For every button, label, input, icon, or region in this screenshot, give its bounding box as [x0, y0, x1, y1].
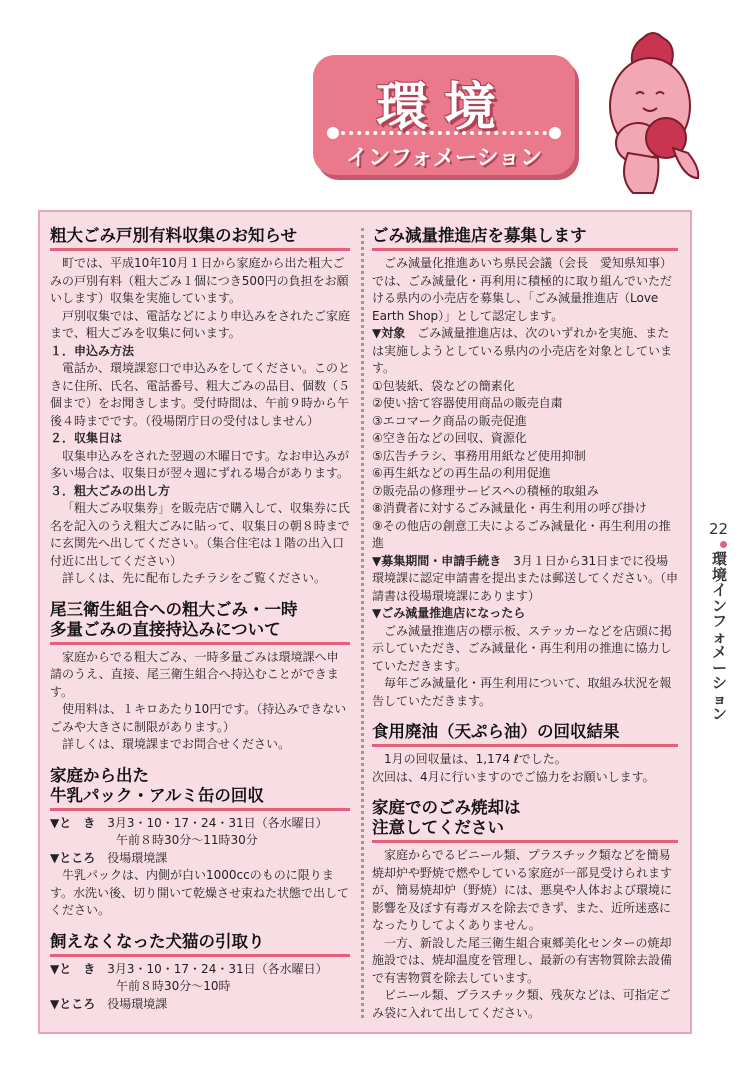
- paragraph: 使用料は、１キロあたり10円です。（持込みできないごみや大きさに制限があります。）: [50, 702, 347, 734]
- period-text: 3月１日から31日までに役場環境課に認定申請書を提出または郵送してください。（申請書は役場環境課にあります）: [372, 553, 679, 603]
- paragraph: 詳しくは、環境課までお問合せください。: [62, 737, 291, 751]
- right-column: [372, 226, 678, 1022]
- list-item: ③エコマーク商品の販売促進: [372, 413, 527, 428]
- list-item: ①包装紙、袋などの簡素化: [372, 378, 515, 393]
- subheading: ▼ごみ減量推進店になったら: [372, 606, 526, 620]
- bullet-dot-icon: [720, 541, 727, 548]
- when-label: ▼と き: [50, 961, 96, 976]
- subheading: １．申込み方法: [50, 343, 135, 358]
- section-bulky-waste: [50, 226, 350, 588]
- where-label: ▼ところ: [50, 996, 96, 1011]
- side-section-label: 環境インフォメーション: [712, 550, 728, 723]
- section-cooking-oil: [372, 722, 678, 786]
- target-row: [372, 325, 678, 378]
- list-item: ⑥再生紙などの再生品の利用促進: [372, 466, 551, 480]
- heading-line: 牛乳パック・アルミ缶の回収: [50, 785, 264, 805]
- heading-line: 家庭でのごみ焼却は: [372, 798, 521, 817]
- where-label: ▼ところ: [50, 850, 96, 865]
- heading-line: 家庭から出た: [50, 765, 149, 785]
- header-dotted-rule: [333, 131, 555, 135]
- list-item: ⑨その他店の創意工夫によるごみ減量化・再生利用の推進: [372, 518, 671, 550]
- section-reduction-shop: [372, 226, 678, 710]
- paragraph: 戸別収集では、電話などにより申込みをされたご家庭まで、粗大ごみを収集に伺います。: [50, 308, 351, 340]
- header-subtitle: インフォメーション: [345, 146, 543, 171]
- paragraph: ビニール類、プラスチック類、残灰などは、可指定ごみ袋に入れて出してください。: [372, 988, 671, 1020]
- time-value: 午前８時30分〜10時: [116, 979, 231, 993]
- list-item: ⑧消費者に対するごみ減量化・再生利用の呼び掛け: [372, 501, 647, 515]
- list-item: ②使い捨て容器使用商品の販売自粛: [372, 396, 563, 410]
- mascot-icon: [588, 28, 708, 203]
- when-value: 3月3・10・17・24・31日（各水曜日）: [107, 961, 328, 976]
- heading-line: 尾三衛生組合への粗大ごみ・一時: [50, 599, 298, 619]
- paragraph: 「粗大ごみ収集券」を販売店で購入して、収集券に氏名を記入のうえ粗大ごみに貼って、収集日の朝８時までに玄関先へ出してください。（集合住宅は１階の出入口付近に出してください）: [50, 501, 350, 568]
- heading-milk-carton: [50, 766, 350, 811]
- section-pet-pickup: [50, 932, 350, 1014]
- paragraph: 収集申込みをされた翌週の木曜日です。なお申込みが多い場合は、収集日が翌々週にずれる場合があります。: [50, 448, 350, 480]
- header-title: 環境: [375, 78, 512, 138]
- paragraph: ごみ減量化推進あいち県民会議（会長 愛知県知事）では、ごみ減量化・再利用に積極的に取り組んでいただける県内の小売店を募集し、「ごみ減量推進店（Love Earth Shop）」として認定します。: [372, 256, 673, 323]
- when-row: [50, 961, 350, 979]
- where-row: [50, 850, 350, 868]
- list-item: ⑤広告チラシ、事務用用紙など使用抑制: [372, 448, 586, 463]
- subheading: ３．粗大ごみの出し方: [50, 483, 171, 498]
- period-label: ▼募集期間・申請手続き: [372, 553, 502, 568]
- target-label: ▼対象: [372, 326, 406, 340]
- when-label: ▼と き: [50, 815, 96, 830]
- where-row: [50, 996, 350, 1014]
- time-value: 午前８時30分〜11時30分: [116, 833, 258, 847]
- heading-line: 多量ごみの直接持込みについて: [50, 619, 281, 639]
- list-item: ④空き缶などの回収、資源化: [372, 431, 527, 445]
- when-value: 3月3・10・17・24・31日（各水曜日）: [107, 815, 328, 830]
- paragraph: 家庭からでるビニール類、プラスチック類などを簡易焼却炉や野焼で燃やしている家庭が一部見受けられますが、簡易焼却炉（野焼）には、悪臭や人体および環境に影響を及ぼす有毒ガスを除去できず、また、近所迷惑になったりしてよくありません。: [372, 848, 673, 932]
- period-row: [372, 553, 678, 606]
- column-divider: [361, 228, 364, 1018]
- where-value: 役場環境課: [107, 996, 168, 1011]
- paragraph: 次回は、4月に行いますのでご協力をお願いします。: [372, 769, 655, 784]
- when-row: [50, 815, 350, 833]
- paragraph: 1月の回収量は、1,174 ℓでした。: [384, 752, 567, 766]
- paragraph: 詳しくは、先に配布したチラシをご覧ください。: [62, 571, 327, 585]
- target-text: ごみ減量推進店は、次のいずれかを実施、または実施しようとしている県内の小売店を対象としています。: [372, 326, 673, 375]
- section-home-burning: [372, 798, 678, 1022]
- paragraph: ごみ減量推進店の標示板、ステッカーなどを店頭に掲示していただき、ごみ減量化・再生利用の推進に協力していただきます。: [372, 623, 672, 673]
- paragraph: 家庭からでる粗大ごみ、一時多量ごみは環境課へ申請のうえ、直接、尾三衛生組合へ持込むことができます。: [50, 649, 339, 699]
- section-direct-dropoff: [50, 600, 350, 754]
- subheading: ２．収集日は: [50, 431, 123, 445]
- where-value: 役場環境課: [107, 850, 168, 865]
- heading-direct-dropoff: [50, 600, 350, 645]
- paragraph: 町では、平成10年10月１日から家庭から出た粗大ごみの戸別有料（粗大ごみ１個につき500円の負担をお願いします）収集を実施しています。: [50, 256, 349, 305]
- page-number: 22: [709, 520, 729, 538]
- left-column: [50, 226, 350, 1013]
- paragraph: 電話か、環境課窓口で申込みをしてください。このときに住所、氏名、電話番号、粗大ごみの品目、個数（５個まで）をお聞きします。受付時間は、午前９時から午後４時までです。（役場閉庁日の受付はしません）: [50, 361, 351, 428]
- paragraph: 牛乳パックは、内側が白い1000ccのものに限ります。水洗い後、切り開いて乾燥させ束ねた状態で出してください。: [50, 868, 350, 917]
- heading-bulky-waste: 粗大ごみ戸別有料収集のお知らせ: [50, 226, 350, 251]
- paragraph: 一方、新設した尾三衛生組合東郷美化センターの焼却施設では、焼却温度を管理し、最新の有害物質除去設備で有害物質を除去しています。: [372, 935, 673, 985]
- paragraph: 毎年ごみ減量化・再生利用について、取組み状況を報告していただきます。: [372, 676, 672, 708]
- list-item: ⑦販売品の修理サービスへの積極的取組み: [372, 483, 599, 498]
- heading-line: 注意してください: [372, 818, 504, 837]
- heading-home-burning: [372, 798, 678, 843]
- section-milk-carton: [50, 766, 350, 920]
- heading-pet-pickup: 飼えなくなった犬猫の引取り: [50, 932, 350, 957]
- heading-reduction-shop: ごみ減量推進店を募集します: [372, 226, 678, 251]
- heading-cooking-oil: 食用廃油（天ぷら油）の回収結果: [372, 722, 678, 747]
- header-banner: [313, 55, 575, 175]
